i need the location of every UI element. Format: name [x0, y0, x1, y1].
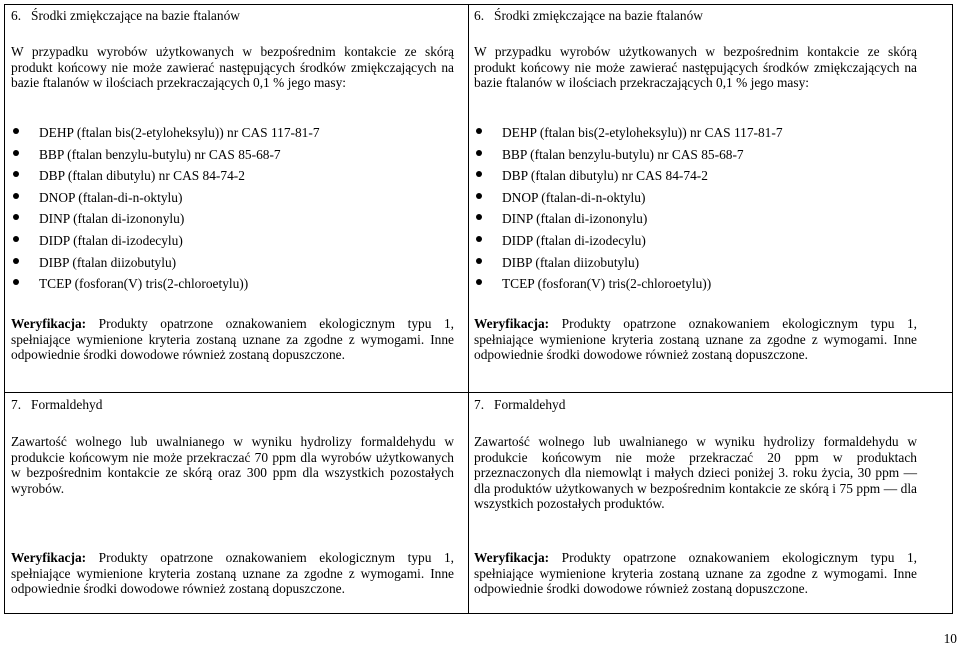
- page-number: 10: [943, 631, 957, 646]
- comparison-table: [4, 4, 953, 614]
- bullet-icon: [13, 258, 19, 264]
- bullet-icon: [476, 150, 482, 156]
- bullet-icon: [13, 171, 19, 177]
- list-item: TCEP (fosforan(V) tris(2-chloroetylu)): [11, 276, 454, 298]
- bullet-icon: [13, 193, 19, 199]
- left-section-6: [11, 8, 454, 24]
- bullet-icon: [476, 236, 482, 242]
- list-item: DIDP (ftalan di-izodecylu): [11, 233, 454, 255]
- left-substance-list: [11, 125, 454, 298]
- list-item: TCEP (fosforan(V) tris(2-chloroetylu)): [474, 276, 917, 298]
- row-divider: [5, 392, 952, 393]
- left-section-6-verification: [11, 316, 454, 363]
- bullet-icon: [476, 128, 482, 134]
- bullet-icon: [13, 150, 19, 156]
- bullet-icon: [13, 128, 19, 134]
- left-section-7-text: [11, 434, 454, 496]
- list-item: BBP (ftalan benzylu-butylu) nr CAS 85-68-7: [11, 147, 454, 169]
- column-divider: [468, 5, 469, 613]
- section-7-heading: 7. Formaldehyd: [474, 397, 566, 412]
- verification-text: Weryfikacja: Produkty opatrzone oznakowaniem ekologicznym typu 1, spełniające wymienione kryteria zostaną uznane za zgodne z wymogami. Inne odpowiednie środki dowodowe również zostaną dopuszczone.: [474, 550, 917, 596]
- right-section-7-text: [474, 434, 917, 512]
- verification-text: Weryfikacja: Produkty opatrzone oznakowaniem ekologicznym typu 1, spełniające wymienione kryteria zostaną uznane za zgodne z wymogami. Inne odpowiednie środki dowodowe również zostaną dopuszczone.: [11, 550, 454, 596]
- left-section-6-intro: [11, 44, 454, 91]
- section-6-intro-text: W przypadku wyrobów użytkowanych w bezpośrednim kontakcie ze skórą produkt końcowy nie może zawierać następujących środków zmiękczających na bazie ftalanów w ilościach przekraczających 0,1 % jego masy:: [11, 44, 454, 90]
- bullet-icon: [476, 193, 482, 199]
- verification-label: Weryfikacja:: [11, 316, 87, 331]
- list-item: DINP (ftalan di-izononylu): [474, 211, 917, 233]
- right-substance-list: [474, 125, 917, 298]
- bullet-icon: [476, 279, 482, 285]
- list-item: DIDP (ftalan di-izodecylu): [474, 233, 917, 255]
- formaldehyde-text: Zawartość wolnego lub uwalnianego w wyniku hydrolizy formaldehydu w produkcie końcowym nie może przekraczać 70 ppm dla wyrobów użytkowanych w bezpośrednim kontakcie ze skórą oraz 300 ppm dla wszystkich pozostałych wyrobów.: [11, 434, 454, 496]
- section-7-heading: 7. Formaldehyd: [11, 397, 103, 412]
- list-item: DEHP (ftalan bis(2-etyloheksylu)) nr CAS 117-81-7: [474, 125, 917, 147]
- verification-label: Weryfikacja:: [474, 550, 550, 565]
- list-item: DIBP (ftalan diizobutylu): [11, 255, 454, 277]
- list-item: DNOP (ftalan-di-n-oktylu): [11, 190, 454, 212]
- bullet-icon: [13, 279, 19, 285]
- section-6-heading: 6. Środki zmiękczające na bazie ftalanów: [474, 8, 703, 23]
- right-section-7: [474, 397, 917, 413]
- list-item: BBP (ftalan benzylu-butylu) nr CAS 85-68-7: [474, 147, 917, 169]
- list-item: DNOP (ftalan-di-n-oktylu): [474, 190, 917, 212]
- formaldehyde-text: Zawartość wolnego lub uwalnianego w wyniku hydrolizy formaldehydu w produkcie końcowym nie może przekraczać 20 ppm w produktach przeznaczonych dla niemowląt i małych dzieci poniżej 3. roku życia, 30 ppm — dla produktów użytkowanych w bezpośrednim kontakcie ze skórą i 75 ppm — dla wszystkich pozostałych produktów.: [474, 434, 917, 511]
- bullet-icon: [476, 214, 482, 220]
- left-section-7: [11, 397, 454, 413]
- bullet-icon: [13, 236, 19, 242]
- list-item: DINP (ftalan di-izononylu): [11, 211, 454, 233]
- left-section-7-verification: [11, 550, 454, 597]
- list-item: DBP (ftalan dibutylu) nr CAS 84-74-2: [11, 168, 454, 190]
- right-section-7-verification: [474, 550, 917, 597]
- list-item: DIBP (ftalan diizobutylu): [474, 255, 917, 277]
- verification-label: Weryfikacja:: [11, 550, 87, 565]
- list-item: DEHP (ftalan bis(2-etyloheksylu)) nr CAS 117-81-7: [11, 125, 454, 147]
- section-6-intro-text: W przypadku wyrobów użytkowanych w bezpośrednim kontakcie ze skórą produkt końcowy nie może zawierać następujących środków zmiękczających na bazie ftalanów w ilościach przekraczających 0,1 % jego masy:: [474, 44, 917, 90]
- right-section-6-verification: [474, 316, 917, 363]
- bullet-icon: [476, 258, 482, 264]
- list-item: DBP (ftalan dibutylu) nr CAS 84-74-2: [474, 168, 917, 190]
- verification-text: Weryfikacja: Produkty opatrzone oznakowaniem ekologicznym typu 1, spełniające wymienione kryteria zostaną uznane za zgodne z wymogami. Inne odpowiednie środki dowodowe również zostaną dopuszczone.: [474, 316, 917, 362]
- section-6-heading: 6. Środki zmiękczające na bazie ftalanów: [11, 8, 240, 23]
- verification-text: Weryfikacja: Produkty opatrzone oznakowaniem ekologicznym typu 1, spełniające wymienione kryteria zostaną uznane za zgodne z wymogami. Inne odpowiednie środki dowodowe również zostaną dopuszczone.: [11, 316, 454, 362]
- bullet-icon: [13, 214, 19, 220]
- right-section-6: [474, 8, 917, 24]
- bullet-icon: [476, 171, 482, 177]
- verification-label: Weryfikacja:: [474, 316, 550, 331]
- right-section-6-intro: [474, 44, 917, 91]
